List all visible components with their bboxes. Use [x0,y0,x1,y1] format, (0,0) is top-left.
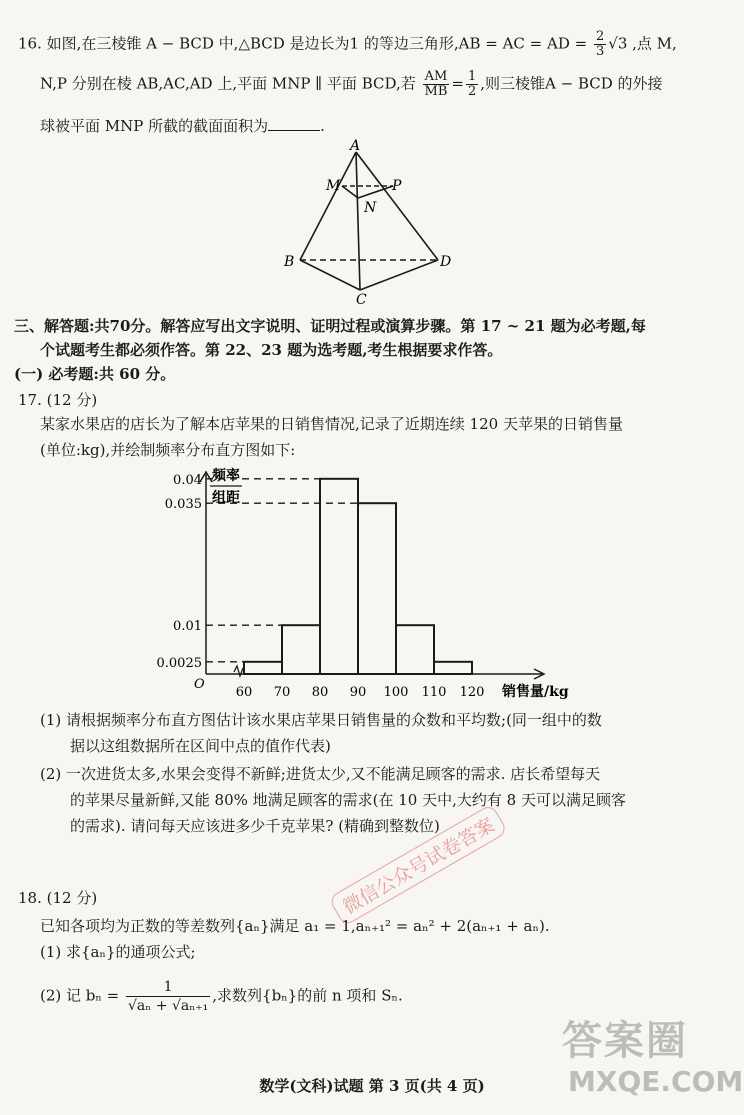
x-tick-label: 120 [459,685,485,700]
y-tick-label: 0.035 [164,497,202,513]
q18-part2 [40,978,403,1015]
answer-blank [268,116,320,131]
label-P: P [392,178,402,194]
corner-logo-small: MXQE.COM [568,1065,744,1098]
q16-text-1: 16. 如图,在三棱锥 A − BCD 中,△BCD 是边长为1 的等边三角形,AB = AC = AD = [18,34,588,53]
x-tick-label: 110 [421,685,447,700]
q18-line1: 已知各项均为正数的等差数列{aₙ}满足 a₁ = 1,aₙ₊₁² = aₙ² + 2(aₙ₊₁ + aₙ). [40,917,550,935]
y-tick-label: 0.04 [173,472,202,488]
q17-part2-line2: 的苹果尽量新鲜,又能 80% 地满足顾客的需求(在 10 天中,大约有 8 天可以满足顾客 [70,791,626,809]
q17-part2-line1: (2) 一次进货太多,水果会变得不新鲜;进货太少,又不能满足顾客的需求. 店长希望每天 [40,765,601,783]
q18-part2-tail: ,求数列{bₙ}的前 n 项和 Sₙ. [212,986,403,1005]
x-tick-label: 80 [311,685,329,700]
page-footer: 数学(文科)试题 第 3 页(共 4 页) [259,1077,485,1095]
q17-line2: (单位:kg),并绘制频率分布直方图如下: [40,441,296,459]
y-tick-label: 0.01 [173,619,202,635]
q18-fraction-bn: $\frac{1}{\text{√aₙ + √aₙ₊₁}}$ [128,979,209,1014]
q16-line3 [40,116,325,136]
q18-part2-head: (2) 记 bₙ = [40,986,120,1005]
section3-subheading: (一) 必考题:共 60 分。 [14,365,176,383]
x-tick-label: 60 [235,685,253,700]
q16-line1 [18,30,677,59]
label-D: D [440,254,452,270]
q16-fraction-1-2: $\frac{1}{2}$ [467,69,477,99]
q16-text-3: 球被平面 MNP 所截的截面面积为 [40,117,269,135]
pyramid-figure [280,138,460,308]
q16-text-3-end: . [320,117,325,135]
q17-part2-line3: 的需求). 请问每天应该进多少千克苹果? (精确到整数位) [70,817,440,835]
histogram-bar [244,662,282,674]
q16-text-1-tail: √3 ,点 M, [608,34,677,53]
q17-line1: 某家水果店的店长为了解本店苹果的日销售情况,记录了近期连续 120 天苹果的日销售量 [40,415,623,433]
q16-eq: = [451,74,464,93]
section3-line2: 个试题考生都必须作答。第 22、23 题为选考题,考生根据要求作答。 [40,341,503,359]
x-tick-label: 70 [273,685,291,700]
x-tick-label: 90 [349,685,367,700]
q16-text-2: N,P 分别在棱 AB,AC,AD 上,平面 MNP ∥ 平面 BCD,若 [40,74,416,93]
q16-text-2-tail: ,则三棱锥A − BCD 的外接 [480,74,663,93]
q16-fraction-am-mb: $\frac{AM}{MB}$ [424,69,448,99]
watermark-stamp: 微信公众号试卷答案 [328,803,508,926]
q18-part1: (1) 求{aₙ}的通项公式; [40,943,196,961]
label-A: A [350,138,361,154]
q17-part1-line2: 据以这组数据所在区间中点的值作代表) [70,737,331,755]
y-label-top: 频率 [212,468,240,484]
histogram-bar [282,625,320,674]
label-N: N [364,200,377,216]
q17-part1-line1: (1) 请根据频率分布直方图估计该水果店苹果日销售量的众数和平均数;(同一组中的数 [40,711,602,729]
q17-number: 17. (12 分) [18,391,98,409]
q18-number: 18. (12 分) [18,889,98,907]
x-axis-label: 销售量/kg [502,684,569,700]
histogram-bar [434,662,472,674]
q16-fraction-2-3: $\frac{2}{3}$ [595,29,605,59]
y-label-bottom: 组距 [212,490,240,506]
label-B: B [284,254,295,270]
histogram-bar [320,479,358,674]
frequency-histogram [150,462,600,702]
label-M: M [326,178,341,194]
label-C: C [356,292,367,308]
origin-label: O [194,677,205,692]
histogram-bar [358,503,396,674]
x-tick-label: 100 [383,685,409,700]
y-tick-label: 0.0025 [156,655,202,671]
histogram-bar [396,625,434,674]
section3-line1: 三、解答题:共70分。解答应写出文字说明、证明过程或演算步骤。第 17 ~ 21 题为必考题,每 [14,317,646,335]
q16-line2 [40,70,663,99]
corner-logo-big: 答案圈 [562,1018,688,1064]
